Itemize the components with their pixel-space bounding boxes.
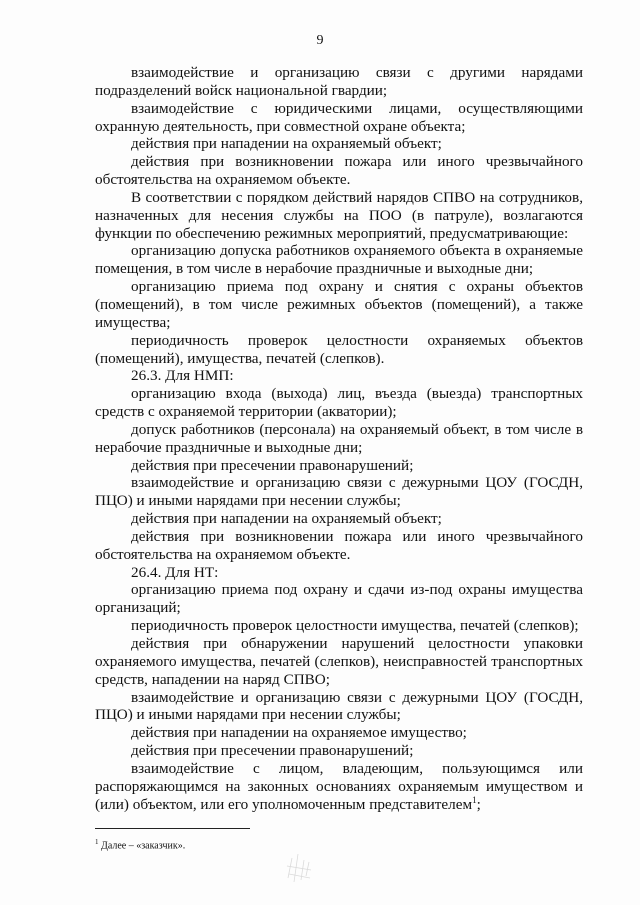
footnote-marker: 1 — [95, 838, 99, 846]
paragraph: взаимодействие и организацию связи с дежурными ЦОУ (ГОСДН, ПЦО) и иными нарядами при несении службы; — [95, 474, 583, 510]
paragraph: взаимодействие с юридическими лицами, осуществляющими охранную деятельность, при совместной охране объекта; — [95, 99, 583, 135]
paragraph: взаимодействие и организацию связи с дежурными ЦОУ (ГОСДН, ПЦО) и иными нарядами при несении службы; — [95, 688, 583, 724]
section-heading-26-3: 26.3. Для НМП: — [131, 367, 234, 385]
paragraph-with-footnote — [95, 760, 583, 814]
paragraph-text: взаимодействие с лицом, владеющим, пользующимся или распоряжающимся на законных основаниях охраняемым имуществом и (или) объектом, или его уполномоченным представителем — [95, 759, 583, 813]
paragraph: организацию входа (выхода) лиц, въезда (выезда) транспортных средств с охраняемой территории (акватории); — [95, 385, 583, 421]
footnote-text: Далее – «заказчик». — [98, 840, 186, 852]
paragraph: действия при возникновении пожара или иного чрезвычайного обстоятельства на охраняемом объекте. — [95, 153, 583, 189]
section-heading-26-4: 26.4. Для НТ: — [131, 563, 219, 581]
paragraph: действия при нападении на охраняемый объект; — [131, 135, 442, 153]
paragraph: допуск работников (персонала) на охраняемый объект, в том числе в нерабочие праздничные и выходные дни; — [95, 420, 583, 456]
paragraph: организацию допуска работников охраняемого объекта в охраняемые помещения, в том числе в нерабочие праздничные и выходные дни; — [95, 242, 583, 278]
paragraph: действия при нападении на охраняемое имущество; — [131, 724, 467, 742]
paragraph: периодичность проверок целостности имущества, печатей (слепков); — [131, 617, 579, 635]
paragraph: В соответствии с порядком действий нарядов СПВО на сотрудников, назначенных для несения службы на ПОО (в патруле), возлагаются функции по обеспечению режимных мероприятий, предусматривающие: — [95, 188, 583, 242]
paragraph: организацию приема под охрану и сдачи из-под охраны имущества организаций; — [95, 581, 583, 617]
faint-stamp-mark — [284, 848, 314, 888]
footnote-reference[interactable]: 1 — [472, 794, 477, 805]
paragraph-trailing-punctuation: ; — [476, 795, 481, 813]
paragraph: действия при обнаружении нарушений целостности упаковки охраняемого имущества, печатей (слепков), неисправностей транспортных средств, нападении на наряд СПВО; — [95, 635, 583, 688]
paragraph: периодичность проверок целостности охраняемых объектов (помещений), имущества, печатей (слепков). — [95, 331, 583, 367]
paragraph: действия при нападении на охраняемый объект; — [131, 510, 442, 528]
footnote-divider — [95, 828, 250, 829]
body-text — [95, 64, 583, 813]
paragraph: действия при пресечении правонарушений; — [131, 456, 414, 474]
paragraph: организацию приема под охрану и снятия с охраны объектов (помещений), в том числе режимных объектов (помещений), а также имущества; — [95, 278, 583, 331]
footnote — [95, 836, 395, 852]
paragraph: действия при возникновении пожара или иного чрезвычайного обстоятельства на охраняемом объекте. — [95, 527, 583, 563]
paragraph: действия при пресечении правонарушений; — [131, 742, 414, 760]
page-number: 9 — [316, 33, 324, 48]
paragraph: взаимодействие и организацию связи с другими нарядами подразделений войск национальной гвардии; — [95, 64, 583, 99]
